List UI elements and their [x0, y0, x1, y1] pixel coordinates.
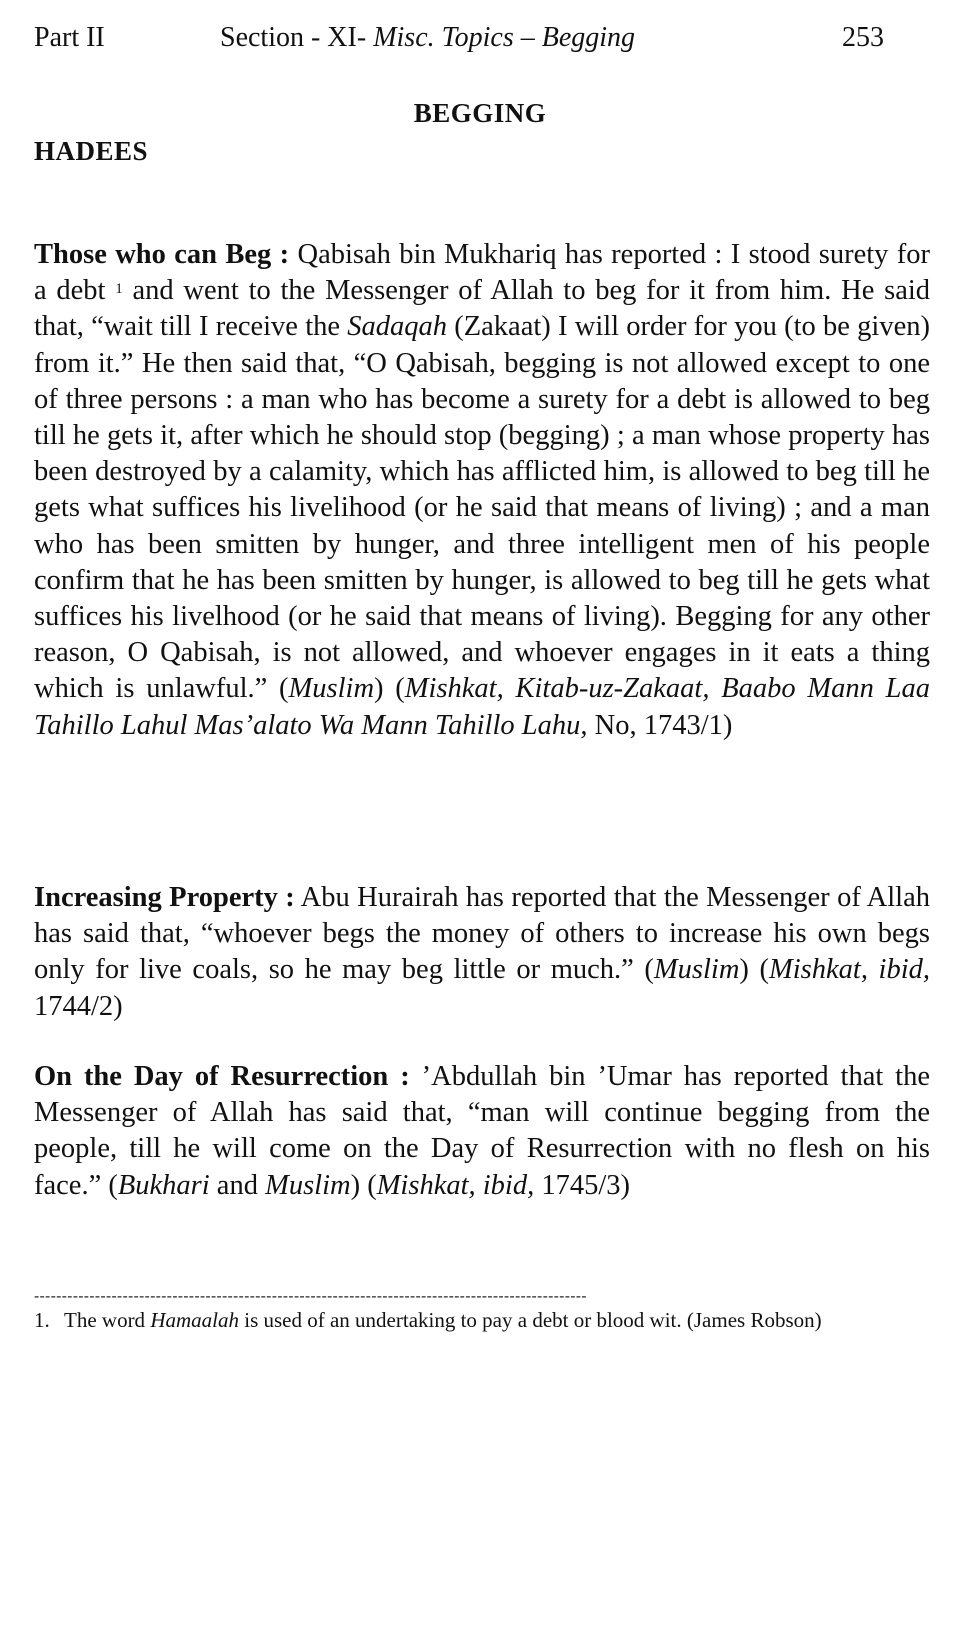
- paragraph-text: ’Abdullah bin ’Umar has reported that the Messenger of Allah has said that, “man will continue begging from the people, till he will come on the Day of Resurrection with no flesh on his face.” (: [34, 1061, 930, 1201]
- source-citation: Mishkat, ibid,: [376, 1169, 535, 1201]
- paragraph-text: Abu Hurairah has reported that the Messenger of Allah has said that, “whoever begs the money of others to increase his own begs only for live coals, so he may beg little or much.” (: [34, 882, 930, 986]
- paragraph-heading: On the Day of Resurrection :: [34, 1061, 410, 1092]
- paragraph-heading: Increasing Property :: [34, 882, 295, 913]
- italic-term: Sadaqah: [347, 311, 448, 343]
- source-citation: Muslim: [288, 673, 375, 705]
- part-label: Part II: [34, 22, 105, 53]
- paragraph-text: (Zakaat) I will order for you (to be given) from it.” He then said that, “O Qabisah, begging is not allowed except to one of three persons : a man who has become a surety for a debt is allowed to beg till he gets it, after which he should stop (begging) ; a man whose property has been destroyed by a calamity, which has afflicted him, is allowed to beg till he gets what suffices his livelihood (or he said that means of living) ; and a man who has been smitten by hunger, and three intelligent men of his people confirm that he has been smitten by hunger, is allowed to beg till he gets what suffices his livelhood (or he said that means of living). Begging for any other reason, O Qabisah, is not allowed, and whoever engages in it eats a thing which is unlawful.” (: [34, 311, 930, 705]
- footnote-number: 1.: [34, 1308, 50, 1332]
- paragraph-text: Qabisah bin Mukhariq has reported : I stood surety for a debt: [34, 239, 931, 307]
- source-citation: Bukhari: [117, 1169, 210, 1201]
- source-citation: Mishkat, ibid,: [769, 954, 931, 986]
- paragraph-text: and: [209, 1169, 266, 1201]
- footnote-text: [64, 1307, 834, 1334]
- page-title: BEGGING: [413, 98, 547, 128]
- section-topic: Misc. Topics – Begging: [373, 22, 636, 53]
- paragraph-text: No, 1743/1): [587, 709, 733, 741]
- footnote-text-part: The word: [64, 1308, 151, 1332]
- source-citation: Muslim: [265, 1169, 351, 1201]
- paragraph-day-of-resurrection: [34, 1059, 930, 1204]
- paragraph-text: 1744/2): [34, 990, 123, 1022]
- paragraph-increasing-property: [34, 880, 930, 1025]
- source-citation: Mishkat, Kitab-uz-Zakaat, Baabo Mann Laa Tahillo Lahul Mas’alato Wa Mann Tahillo Lahu,: [34, 673, 930, 741]
- section-prefix: Section - XI-: [220, 22, 374, 53]
- footnote-text-part: is used of an undertaking to pay a debt or blood wit. (James Robson): [238, 1308, 822, 1332]
- page-number: 253: [842, 22, 884, 53]
- paragraph-text: ) (: [739, 954, 770, 986]
- footnote-divider: ----------------------------------------------------------------------------------------------------: [34, 1288, 587, 1305]
- footnote-term: Hamaalah: [150, 1308, 239, 1332]
- paragraph-heading: Those who can Beg :: [34, 239, 290, 270]
- paragraph-text: ) (: [374, 673, 405, 705]
- page-subtitle: HADEES: [34, 136, 149, 166]
- paragraph-text: ) (: [350, 1169, 377, 1201]
- footnote: [34, 1307, 834, 1334]
- source-citation: Muslim: [653, 954, 740, 986]
- page-header: [34, 22, 884, 62]
- section-label: [220, 22, 635, 54]
- paragraph-text: and went to the Messenger of Allah to beg for it from him. He said that, “wait till I receive the: [34, 275, 931, 343]
- paragraph-text: 1745/3): [534, 1169, 631, 1201]
- footnote-reference: 1: [115, 281, 123, 298]
- paragraph-those-who-can-beg: [34, 237, 930, 744]
